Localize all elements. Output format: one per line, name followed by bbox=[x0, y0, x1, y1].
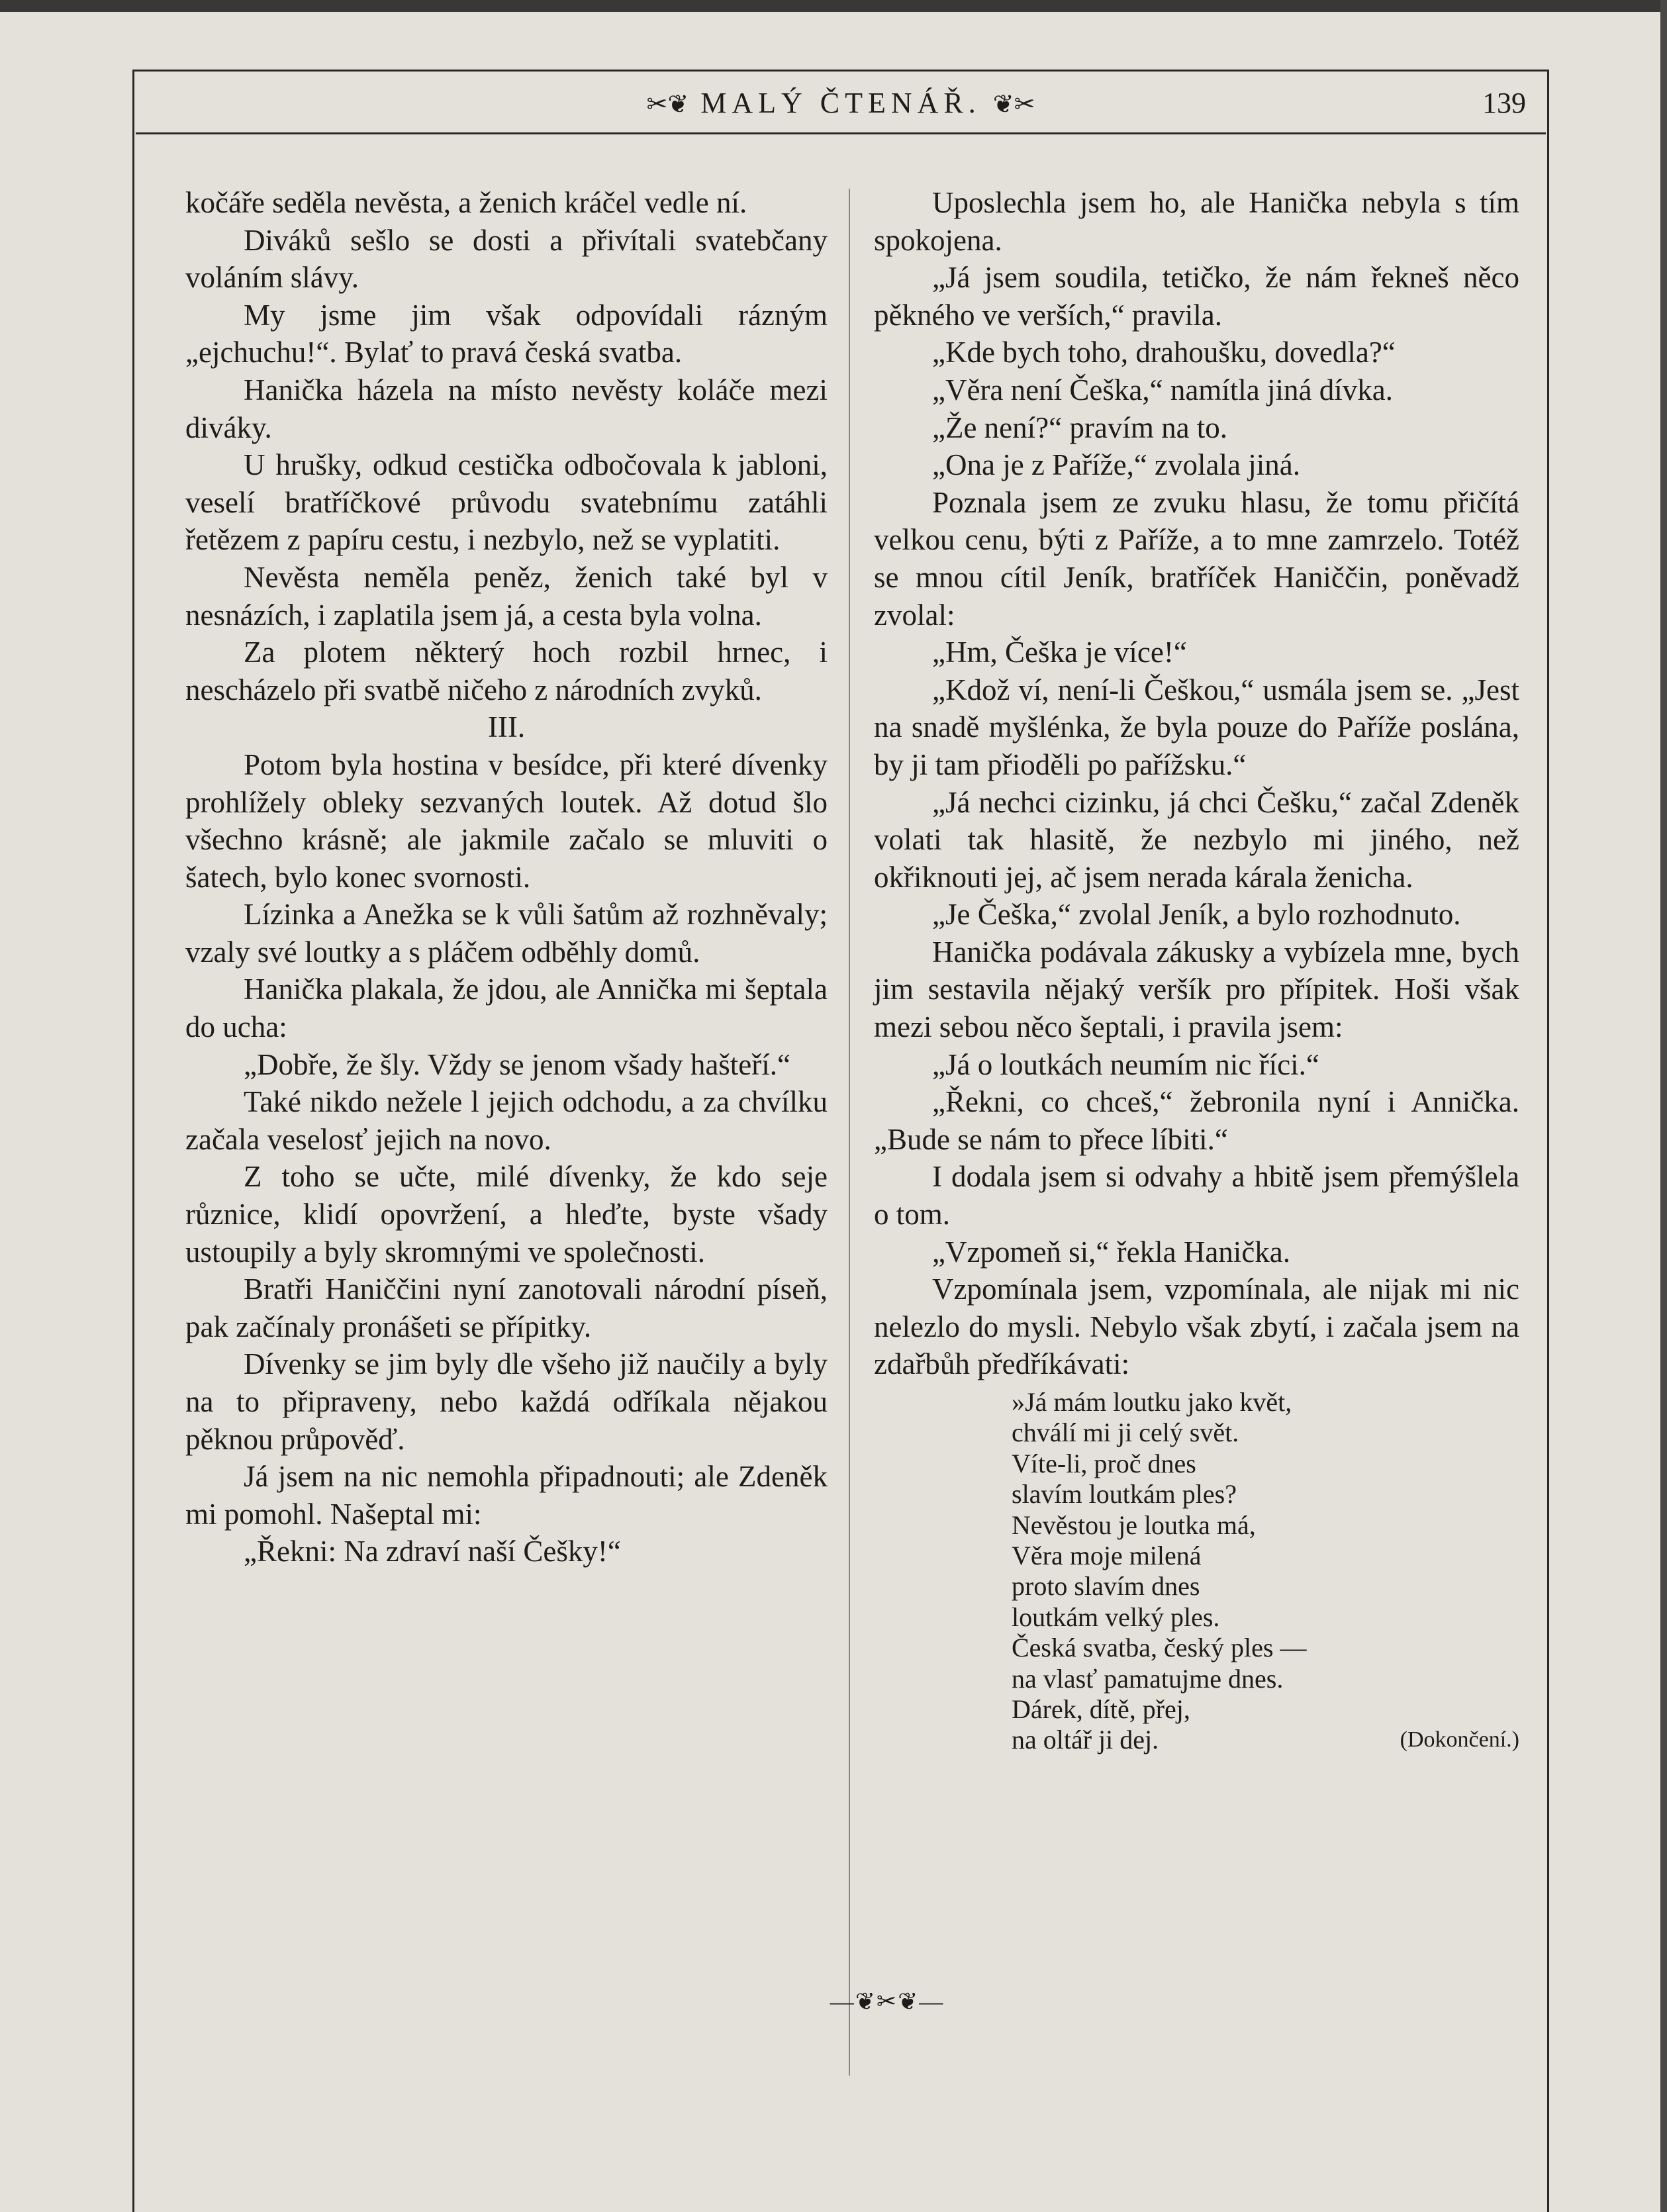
paragraph: „Dobře, že šly. Vždy se jenom všady hašteří.“ bbox=[244, 1047, 790, 1081]
paragraph: „Je Češka,“ zvolal Jeník, a bylo rozhodnuto. bbox=[932, 898, 1461, 932]
scan-top-edge bbox=[0, 0, 1667, 12]
paragraph: „Vzpomeň si,“ řekla Hanička. bbox=[932, 1235, 1291, 1269]
scan-right-edge bbox=[1660, 0, 1667, 2212]
journal-title-text: MALÝ ČTENÁŘ. bbox=[700, 87, 981, 119]
paragraph: Dívenky se jim byly dle všeho již naučily a byly na to připraveny, nebo každá odříkala nějakou pěknou průpověď. bbox=[185, 1347, 828, 1456]
paragraph: „Já o loutkách neumím nic říci.“ bbox=[932, 1047, 1319, 1081]
poem-line: Česká svatba, český ples — bbox=[1012, 1633, 1307, 1663]
paragraph: Uposlechla jsem ho, ale Hanička nebyla s tím spokojena. bbox=[874, 186, 1519, 257]
paragraph: Potom byla hostina v besídce, při které dívenky prohlížely obleky sezvaných loutek. Až dotud šlo všechno krásně; ale jakmile začalo se mluviti o šatech, bylo konec svornosti. bbox=[185, 747, 828, 894]
section-heading: III. bbox=[487, 710, 526, 744]
ornament-left-icon: ✂❦ bbox=[646, 91, 689, 119]
paragraph: Poznala jsem ze zvuku hlasu, že tomu přičítá velkou cenu, býti z Paříže, a to mne zamrzelo. Totéž se mnou cítil Jeník, bratříček Haniččin, poněvadž zvolal: bbox=[874, 485, 1519, 632]
poem-line: Dárek, dítě, přej, bbox=[1012, 1694, 1190, 1725]
poem-line: Nevěstou je loutka má, bbox=[1012, 1510, 1256, 1540]
paragraph: Já jsem na nic nemohla připadnouti; ale Zdeněk mi pomohl. Našeptal mi: bbox=[185, 1460, 828, 1531]
poem-line: Věra moje milená bbox=[1012, 1541, 1202, 1571]
paragraph: My jsme jim však odpovídali rázným „ejchuchu!“. Bylať to pravá česká svatba. bbox=[185, 298, 828, 369]
poem-line: chválí mi ji celý svět. bbox=[1012, 1418, 1239, 1448]
paragraph: „Kdož ví, není-li Češkou,“ usmála jsem se. „Jest na snadě myšlénka, že byla pouze do Paříže poslána, by ji tam přioděli po pařížsku.“ bbox=[874, 673, 1519, 781]
paragraph: „Ona je z Paříže,“ zvolala jiná. bbox=[932, 448, 1300, 482]
right-column bbox=[874, 184, 1519, 1756]
paragraph: „Já jsem soudila, tetičko, že nám řekneš něco pěkného ve verších,“ pravila. bbox=[874, 261, 1519, 332]
paragraph: Nevěsta neměla peněz, ženich také byl v nesnázích, i zaplatila jsem já, a cesta byla volna. bbox=[185, 560, 828, 632]
right-column-paragraphs bbox=[874, 184, 1519, 1383]
header-rule bbox=[136, 132, 1546, 134]
paragraph: „Hm, Češka je více!“ bbox=[932, 636, 1187, 669]
poem-line: slavím loutkám ples? bbox=[1012, 1479, 1237, 1510]
poem-line: »Já mám loutku jako květ, bbox=[1012, 1387, 1292, 1417]
end-ornament-icon: —❦✂❦— bbox=[830, 1988, 945, 2015]
paragraph: Hanička plakala, že jdou, ale Annička mi šeptala do ucha: bbox=[185, 973, 828, 1044]
continuation-note: (Dokončení.) bbox=[1400, 1727, 1519, 1753]
paragraph: Z toho se učte, milé dívenky, že kdo seje různice, klidí opovržení, a hleďte, byste všady ustoupily a byly skromnými ve společnosti. bbox=[185, 1160, 828, 1269]
poem-line: na oltář ji dej. bbox=[1012, 1725, 1159, 1755]
paragraph: Lízinka a Anežka se k vůli šatům až rozhněvaly; vzaly své loutky a s pláčem odběhly domů. bbox=[185, 898, 828, 969]
paragraph: „Věra není Češka,“ namítla jiná dívka. bbox=[932, 373, 1393, 407]
poem bbox=[1012, 1387, 1519, 1756]
paragraph: Také nikdo nežele l jejich odchodu, a za chvílku začala veselosť jejich na novo. bbox=[185, 1085, 828, 1156]
running-header bbox=[136, 86, 1546, 139]
ornament-right-icon: ❦✂ bbox=[992, 91, 1035, 119]
journal-title bbox=[136, 86, 1546, 120]
paragraph: „Já nechci cizinku, já chci Češku,“ začal Zdeněk volati tak hlasitě, že nezbylo mi jiného, než okřiknouti jej, ač jsem nerada kárala ženicha. bbox=[874, 785, 1519, 894]
paragraph: I dodala jsem si odvahy a hbitě jsem přemýšlela o tom. bbox=[874, 1160, 1519, 1231]
poem-line: na vlasť pamatujme dnes. bbox=[1012, 1663, 1284, 1694]
column-divider bbox=[849, 189, 850, 2076]
poem-line: proto slavím dnes bbox=[1012, 1571, 1200, 1602]
paragraph: „Kde bych toho, drahoušku, dovedla?“ bbox=[932, 336, 1396, 369]
paragraph: „Že není?“ pravím na to. bbox=[932, 410, 1228, 444]
page-number: 139 bbox=[1482, 87, 1526, 119]
paragraph: Bratři Haniččini nyní zanotovali národní píseň, pak začínaly pronášeti se přípitky. bbox=[185, 1273, 828, 1343]
poem-line: loutkám velký ples. bbox=[1012, 1602, 1220, 1632]
poem-line: Víte-li, proč dnes bbox=[1012, 1448, 1196, 1478]
paragraph: „Řekni, co chceš,“ žebronila nyní i Annička. „Bude se nám to přece líbiti.“ bbox=[874, 1085, 1519, 1156]
paragraph: Hanička podávala zákusky a vybízela mne, bych jim sestavila nějaký veršík pro přípitek. Hoši však mezi sebou něco šeptali, i pravila jsem: bbox=[874, 935, 1519, 1044]
paragraph: Hanička házela na místo nevěsty koláče mezi diváky. bbox=[185, 373, 828, 444]
paragraph: „Řekni: Na zdraví naší Češky!“ bbox=[244, 1535, 621, 1568]
left-column bbox=[185, 184, 828, 1570]
paragraph: Za plotem některý hoch rozbil hrnec, i nescházelo při svatbě ničeho z národních zvyků. bbox=[185, 636, 828, 706]
paragraph: U hrušky, odkud cestička odbočovala k jabloni, veselí bratříčkové průvodu svatebnímu zatáhli řetězem z papíru cestu, i nezbylo, než se vyplatiti. bbox=[185, 448, 828, 557]
paragraph: Diváků sešlo se dosti a přivítali svatebčany voláním slávy. bbox=[185, 223, 828, 295]
paragraph: kočáře seděla nevěsta, a ženich kráčel vedle ní. bbox=[185, 186, 747, 219]
paragraph: Vzpomínala jsem, vzpomínala, ale nijak mi nic nelezlo do mysli. Nebylo však zbytí, i začala jsem na zdařbůh předříkávati: bbox=[874, 1273, 1519, 1381]
